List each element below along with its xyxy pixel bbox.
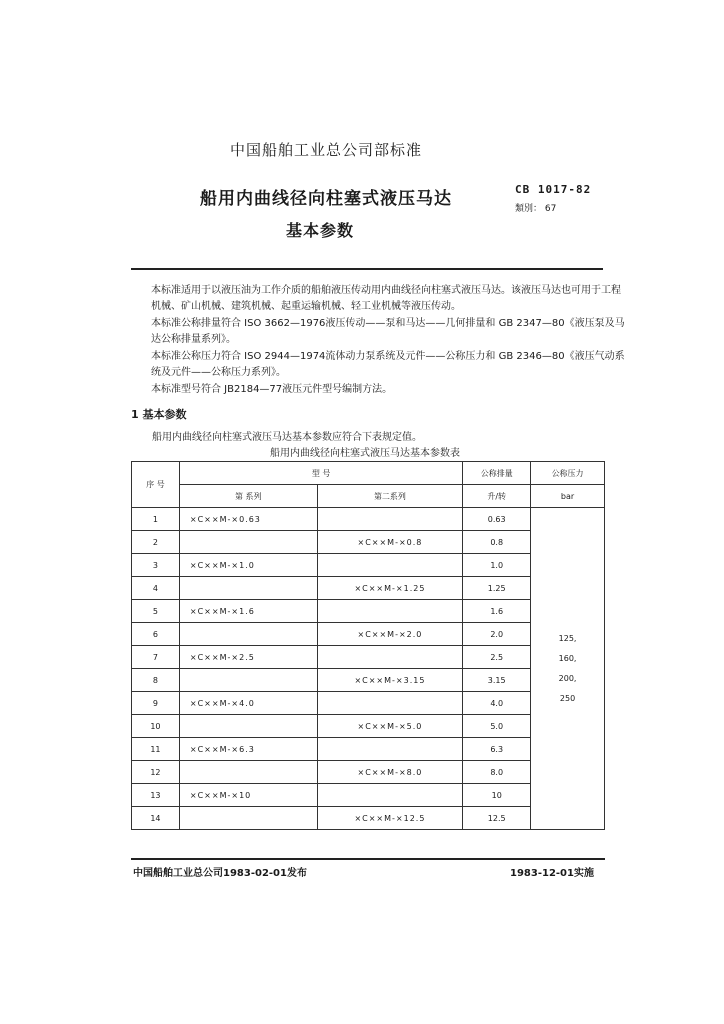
table-row xyxy=(132,508,605,531)
series-2-model: ×C××M-×2.0 xyxy=(317,623,463,646)
series-2-model: ×C××M-×12.5 xyxy=(317,807,463,830)
displacement-value: 3.15 xyxy=(463,669,531,692)
header-displacement: 公称排量 xyxy=(463,462,531,485)
series-2-model xyxy=(317,738,463,761)
displacement-value: 0.8 xyxy=(463,531,531,554)
issuing-organization: 中国船舶工业总公司部标准 xyxy=(230,141,423,159)
parameter-table xyxy=(131,461,605,830)
series-2-model: ×C××M-×3.15 xyxy=(317,669,463,692)
series-2-model xyxy=(317,692,463,715)
standard-code: CB 1017-82 xyxy=(515,183,592,196)
series-1-model xyxy=(179,623,317,646)
series-2-model: ×C××M-×0.8 xyxy=(317,531,463,554)
series-2-model: ×C××M-×1.25 xyxy=(317,577,463,600)
displacement-value: 1.0 xyxy=(463,554,531,577)
displacement-value: 6.3 xyxy=(463,738,531,761)
displacement-value: 1.6 xyxy=(463,600,531,623)
issue-date: 中国船舶工业总公司1983-02-01发布 xyxy=(133,868,307,879)
series-2-model: ×C××M-×8.0 xyxy=(317,761,463,784)
header-model: 型 号 xyxy=(179,462,462,485)
series-1-model xyxy=(179,669,317,692)
document-subtitle: 基本参数 xyxy=(286,221,355,240)
document-title: 船用内曲线径向柱塞式液压马达 xyxy=(200,189,452,209)
header-divider xyxy=(131,268,603,270)
series-2-model xyxy=(317,784,463,807)
series-1-model: ×C××M-×6.3 xyxy=(179,738,317,761)
displacement-value: 8.0 xyxy=(463,761,531,784)
intro-paragraph-3: 本标准公称压力符合 ISO 2944—1974流体动力泵系统及元件——公称压力和 GB 2346—80《液压气动系统及元件——公称压力系列》。 xyxy=(151,351,625,378)
row-index: 8 xyxy=(132,669,180,692)
header-index: 序 号 xyxy=(132,462,180,508)
header-series-2: 第二系列 xyxy=(317,485,463,508)
row-index: 4 xyxy=(132,577,180,600)
displacement-value: 0.63 xyxy=(463,508,531,531)
pressure-value: 160, xyxy=(558,654,577,663)
series-1-model: ×C××M-×1.6 xyxy=(179,600,317,623)
series-2-model xyxy=(317,508,463,531)
series-1-model: ×C××M-×10 xyxy=(179,784,317,807)
series-1-model xyxy=(179,531,317,554)
row-index: 12 xyxy=(132,761,180,784)
displacement-value: 12.5 xyxy=(463,807,531,830)
displacement-value: 2.0 xyxy=(463,623,531,646)
row-index: 6 xyxy=(132,623,180,646)
row-index: 2 xyxy=(132,531,180,554)
row-index: 14 xyxy=(132,807,180,830)
header-pressure-unit: bar xyxy=(531,485,605,508)
series-1-model xyxy=(179,577,317,600)
header-displacement-unit: 升/转 xyxy=(463,485,531,508)
section-body: 船用内曲线径向柱塞式液压马达基本参数应符合下表规定值。 xyxy=(152,432,422,443)
series-1-model xyxy=(179,761,317,784)
row-index: 3 xyxy=(132,554,180,577)
series-2-model xyxy=(317,554,463,577)
series-1-model: ×C××M-×0.63 xyxy=(179,508,317,531)
row-index: 7 xyxy=(132,646,180,669)
effective-date: 1983-12-01实施 xyxy=(510,868,594,879)
series-1-model: ×C××M-×4.0 xyxy=(179,692,317,715)
row-index: 10 xyxy=(132,715,180,738)
intro-paragraph-2: 本标准公称排量符合 ISO 3662—1976液压传动——泵和马达——几何排量和 GB 2347—80《液压泵及马达公称排量系列》。 xyxy=(151,318,625,345)
pressure-value: 200, xyxy=(558,674,577,683)
intro-paragraph-1: 本标准适用于以液压油为工作介质的船舶液压传动用内曲线径向柱塞式液压马达。该液压马达也可用于工程机械、矿山机械、建筑机械、起重运输机械、轻工业机械等液压传动。 xyxy=(151,285,621,312)
pressure-cell xyxy=(531,508,605,830)
displacement-value: 1.25 xyxy=(463,577,531,600)
section-heading: 1 基本参数 xyxy=(131,408,187,421)
pressure-value: 125, xyxy=(558,634,577,643)
table-caption: 船用内曲线径向柱塞式液压马达基本参数表 xyxy=(270,448,460,459)
displacement-value: 5.0 xyxy=(463,715,531,738)
row-index: 13 xyxy=(132,784,180,807)
row-index: 1 xyxy=(132,508,180,531)
series-1-model: ×C××M-×1.0 xyxy=(179,554,317,577)
header-pressure: 公称压力 xyxy=(531,462,605,485)
series-1-model xyxy=(179,807,317,830)
displacement-value: 2.5 xyxy=(463,646,531,669)
category-label: 類別： 67 xyxy=(515,204,557,214)
displacement-value: 4.0 xyxy=(463,692,531,715)
row-index: 5 xyxy=(132,600,180,623)
row-index: 11 xyxy=(132,738,180,761)
series-2-model: ×C××M-×5.0 xyxy=(317,715,463,738)
series-2-model xyxy=(317,600,463,623)
displacement-value: 10 xyxy=(463,784,531,807)
row-index: 9 xyxy=(132,692,180,715)
series-1-model: ×C××M-×2.5 xyxy=(179,646,317,669)
intro-paragraph-4: 本标准型号符合 JB2184—77液压元件型号编制方法。 xyxy=(151,384,393,395)
pressure-value: 250 xyxy=(559,694,576,703)
series-2-model xyxy=(317,646,463,669)
series-1-model xyxy=(179,715,317,738)
footer-divider xyxy=(131,858,605,860)
header-series-1: 第 系列 xyxy=(179,485,317,508)
